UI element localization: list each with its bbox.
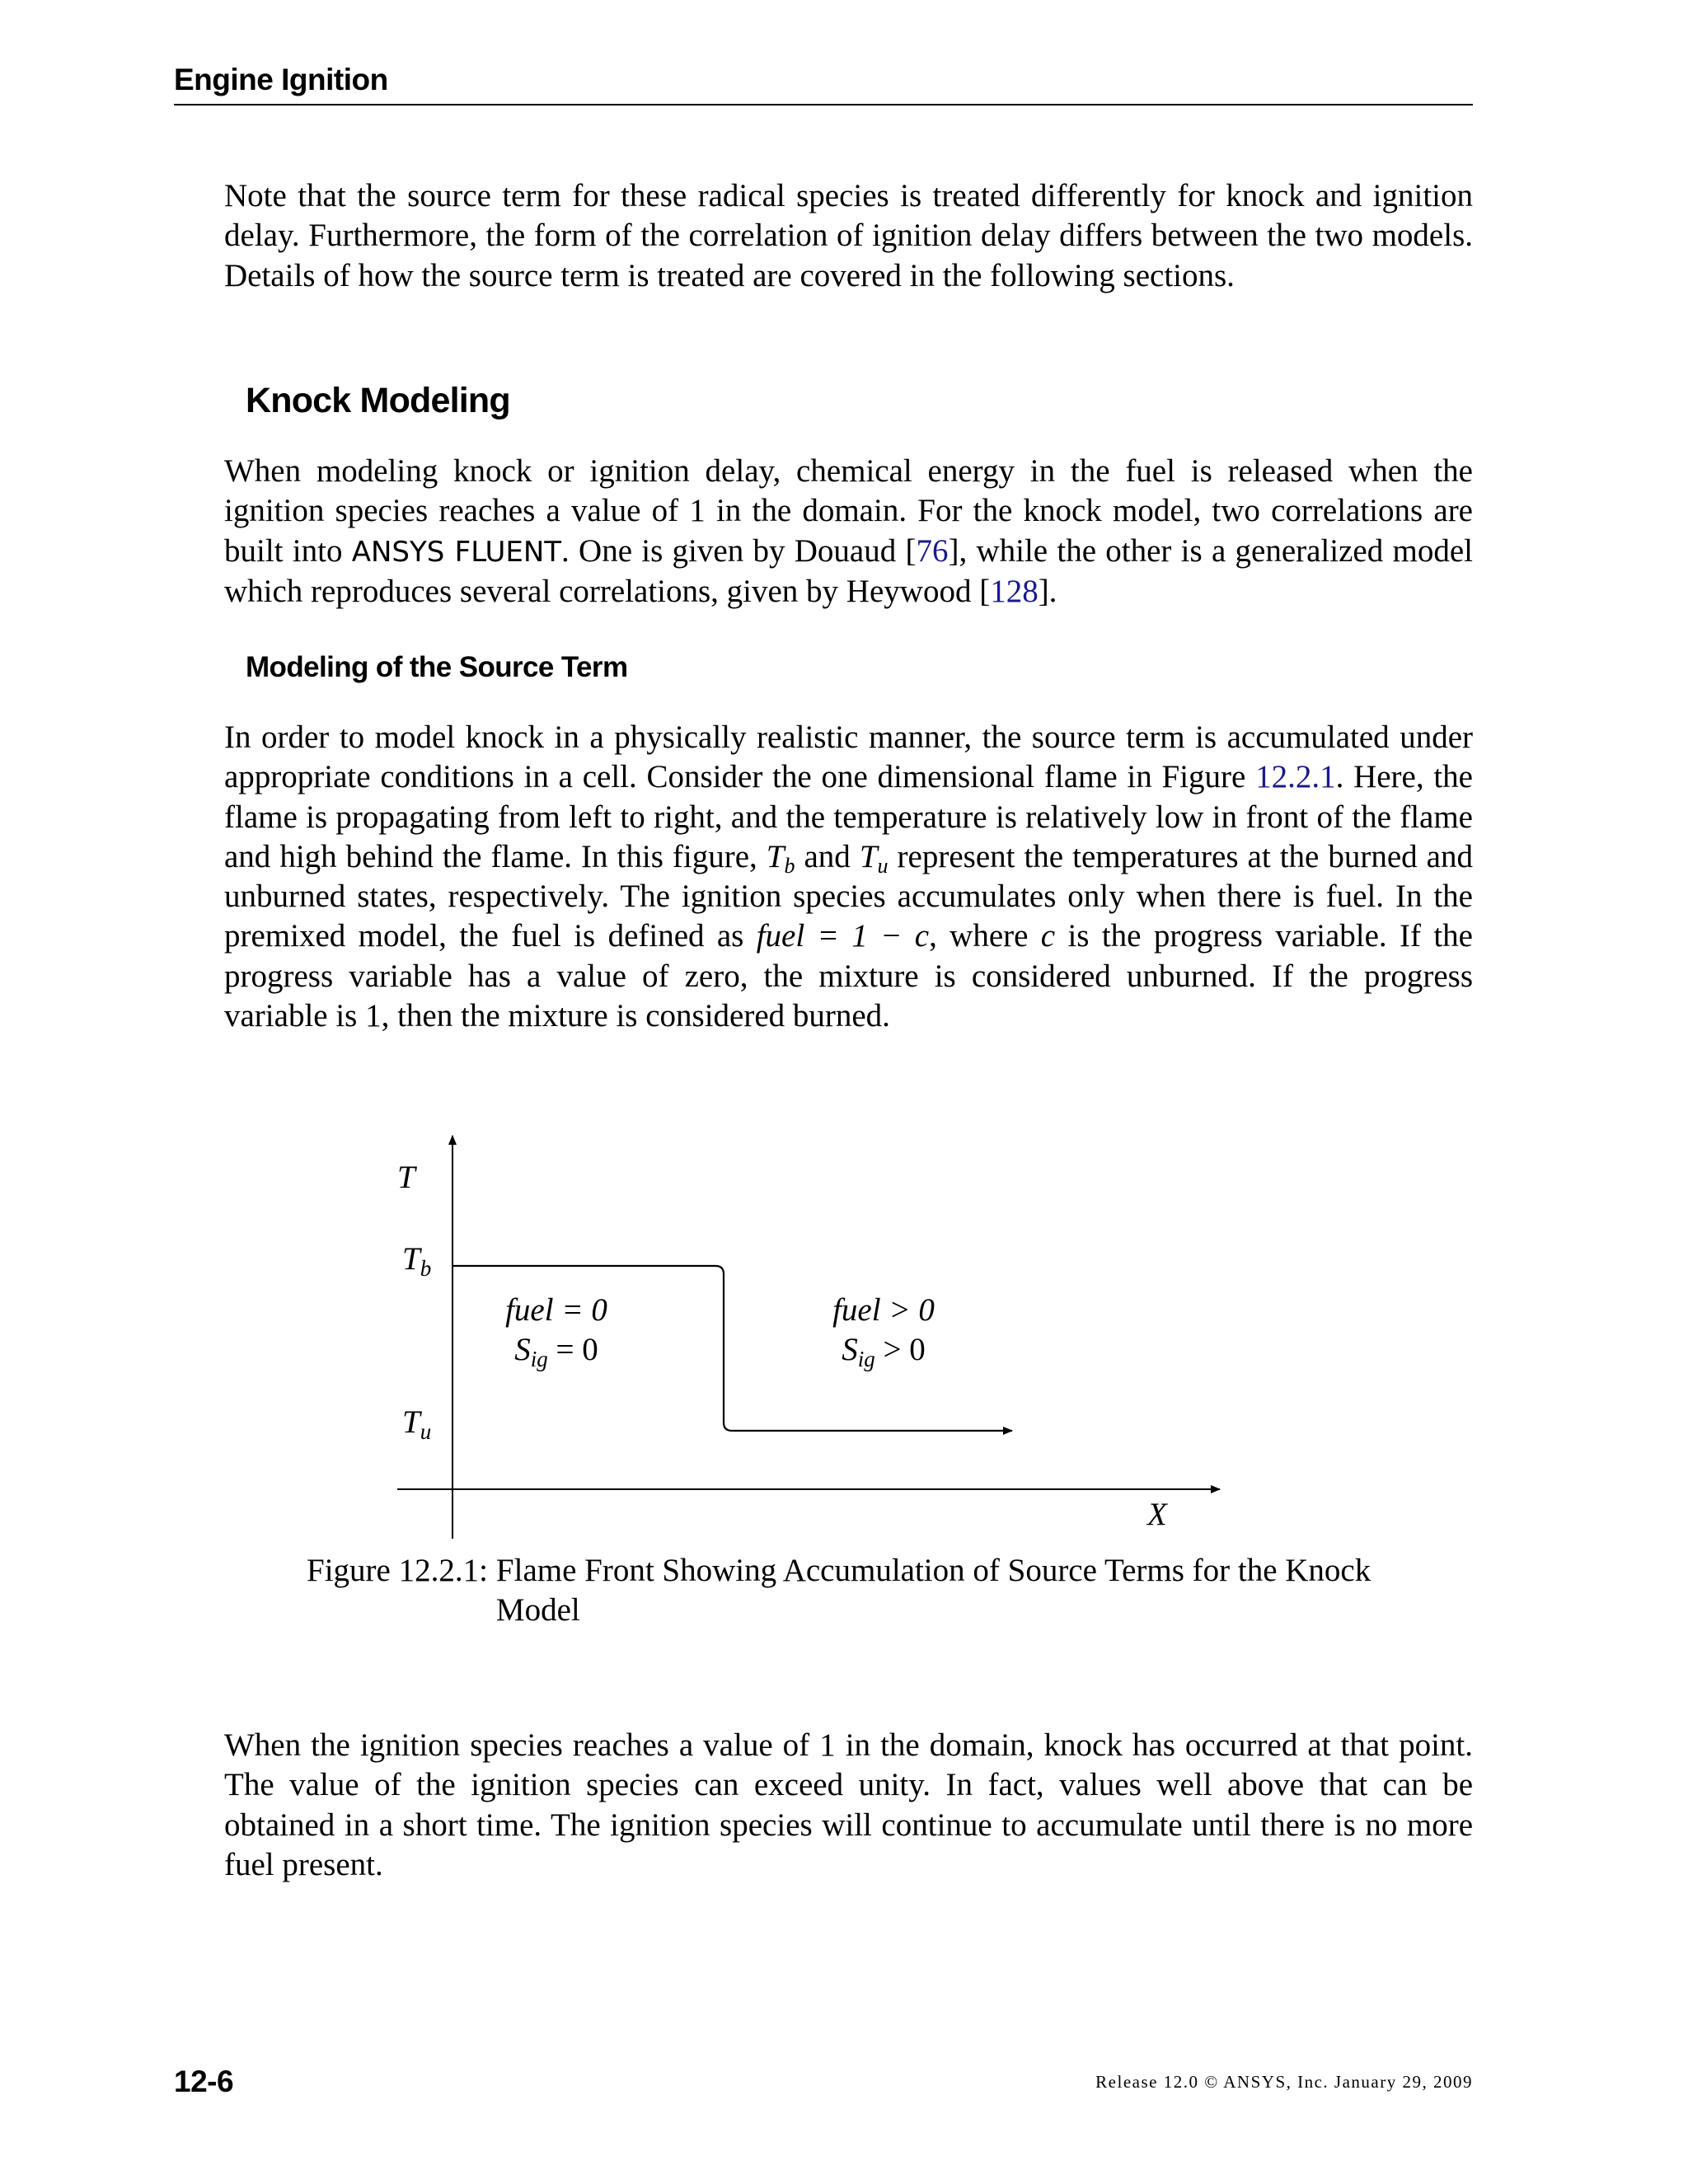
knock-modeling-paragraph — [224, 452, 1473, 612]
tb-symbol: $T_b$ — [766, 838, 795, 878]
source-text-1: In order to model knock in a physically realistic manner, the source term is accumulated under appropriate conditions in a cell. Consider the one dimensional flame in Figure — [224, 719, 1473, 795]
x-axis-label: X — [1147, 1497, 1167, 1532]
left-region-fuel-label: fuel = 0 — [505, 1292, 607, 1328]
flame-front-figure — [363, 1129, 1236, 1551]
fuel-equation: fuel = 1 − c — [756, 918, 930, 954]
progress-variable-symbol: c — [1040, 918, 1056, 954]
intro-paragraph: Note that the source term for these radical species is treated differently for knock and ignition delay. Furthermore, the form of the correlation of ignition delay differs between the two models. Details of how the source term is treated are covered in the following sections. — [224, 178, 1473, 293]
release-footer: Release 12.0 © ANSYS, Inc. January 29, 2009 — [1095, 2072, 1473, 2092]
knock-text-4: ]. — [1038, 573, 1057, 609]
source-text-2: . Here, the flame is propagating from left to right, and the temperature is relatively low in front of the flame and high behind the flame. In this figure, — [224, 759, 1473, 874]
knock-text-2: . One is given by Douaud [ — [561, 532, 917, 569]
tu-axis-label: $T_u$ — [402, 1404, 432, 1444]
citation-link-douaud[interactable]: 76 — [916, 532, 949, 569]
tu-symbol: $T_u$ — [859, 838, 889, 878]
page-number: 12-6 — [174, 2064, 234, 2098]
figure-caption-text: Flame Front Showing Accumulation of Source Terms for the Knock Model — [495, 1553, 1372, 1629]
y-axis-label: T — [397, 1160, 415, 1195]
right-region-sig-label: $S_{ig} > 0$ — [842, 1332, 926, 1371]
left-region-sig-label: $S_{ig} = 0$ — [514, 1332, 598, 1371]
citation-link-heywood[interactable]: 128 — [990, 573, 1039, 609]
figure-reference-link[interactable]: 12.2.1 — [1255, 759, 1336, 795]
figure-caption-number: Figure 12.2.1: — [307, 1553, 488, 1588]
right-region-fuel-label: fuel > 0 — [832, 1292, 935, 1328]
knock-modeling-heading: Knock Modeling — [246, 381, 510, 420]
running-header-title: Engine Ignition — [174, 63, 1473, 105]
figure-caption — [307, 1551, 1395, 1631]
tb-axis-label: $T_b$ — [402, 1241, 432, 1281]
closing-paragraph: When the ignition species reaches a value of 1 in the domain, knock has occurred at that point. The value of the ignition species can exceed unity. In fact, values well above that can be obtained in a short time. The ignition species will continue to accumulate until there is no more fuel present. — [224, 1727, 1473, 1882]
knock-text-1: When modeling knock or ignition delay, chemical energy in the fuel is released when the ignition species reaches a value of 1 in the domain. For the knock model, two correlations are built into — [224, 453, 1473, 569]
source-term-paragraph — [224, 718, 1473, 1036]
knock-text-3: ], while the other is a generalized model which reproduces several correlations, given by Heywood [ — [224, 532, 1473, 609]
source-text-5: , where — [929, 918, 1041, 954]
product-name: ANSYS FLUENT — [351, 535, 562, 569]
source-text-4: represent the temperatures at the burned and unburned states, respectively. The ignition species accumulates only when there is fuel. In the premixed model, the fuel is defined as — [224, 838, 1473, 954]
source-text-6: is the progress variable. If the progress variable has a value of zero, the mixture is considered unburned. If the progress variable is 1, then the mixture is considered burned. — [224, 918, 1473, 1034]
source-term-heading: Modeling of the Source Term — [246, 651, 628, 683]
source-text-3: and — [795, 838, 860, 874]
